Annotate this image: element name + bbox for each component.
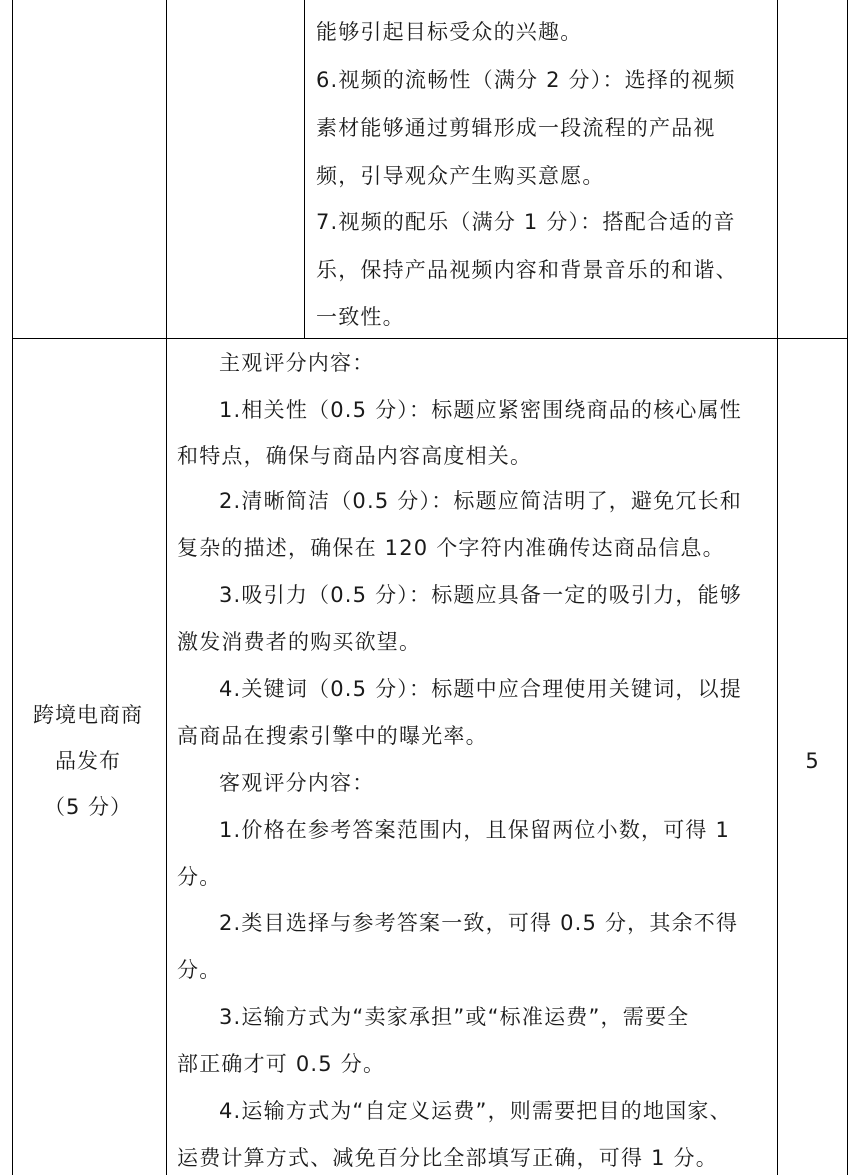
row-divider bbox=[12, 338, 848, 339]
table-border-left bbox=[12, 0, 13, 1175]
criteria-line: 运费计算方式、减免百分比全部填写正确，可得 1 分。 bbox=[177, 1146, 718, 1170]
category-cell bbox=[18, 700, 158, 830]
category-label-line: 品发布 bbox=[55, 749, 121, 773]
criteria-line: 部正确才可 0.5 分。 bbox=[177, 1052, 386, 1076]
criteria-line: 3.运输方式为“卖家承担”或“标准运费”，需要全 bbox=[219, 1005, 690, 1029]
criteria-line: 高商品在搜索引擎中的曝光率。 bbox=[177, 724, 488, 748]
criteria-line: 4.运输方式为“自定义运费”，则需要把目的地国家、 bbox=[219, 1099, 732, 1123]
table-border-col3 bbox=[777, 0, 778, 1175]
criteria-line: 一致性。 bbox=[316, 305, 405, 329]
criteria-line: 分。 bbox=[177, 865, 222, 889]
category-points: （5 分） bbox=[43, 795, 133, 819]
criteria-line: 素材能够通过剪辑形成一段流程的产品视 bbox=[316, 116, 716, 140]
criteria-line: 1.价格在参考答案范围内，且保留两位小数，可得 1 bbox=[219, 818, 731, 842]
objective-heading: 客观评分内容： bbox=[219, 771, 375, 795]
score-value: 5 bbox=[805, 749, 819, 773]
table-border-right bbox=[847, 0, 848, 1175]
subjective-heading: 主观评分内容： bbox=[219, 351, 375, 375]
criteria-line: 4.关键词（0.5 分）：标题中应合理使用关键词，以提 bbox=[219, 677, 743, 701]
criteria-line: 激发消费者的购买欲望。 bbox=[177, 630, 422, 654]
criteria-line: 频，引导观众产生购买意愿。 bbox=[316, 164, 605, 188]
criteria-line: 7.视频的配乐（满分 1 分）：搭配合适的音 bbox=[316, 210, 736, 234]
criteria-line: 能够引起目标受众的兴趣。 bbox=[316, 20, 583, 44]
table-border-col2-upper bbox=[304, 0, 305, 338]
criteria-line: 6.视频的流畅性（满分 2 分）：选择的视频 bbox=[316, 68, 736, 92]
criteria-line: 1.相关性（0.5 分）：标题应紧密围绕商品的核心属性 bbox=[219, 398, 743, 422]
category-label-line: 跨境电商商 bbox=[33, 703, 143, 727]
criteria-line: 3.吸引力（0.5 分）：标题应具备一定的吸引力，能够 bbox=[219, 583, 743, 607]
criteria-line: 复杂的描述，确保在 120 个字符内准确传达商品信息。 bbox=[177, 536, 725, 560]
criteria-line: 乐，保持产品视频内容和背景音乐的和谐、 bbox=[316, 258, 738, 282]
criteria-line: 和特点，确保与商品内容高度相关。 bbox=[177, 444, 533, 468]
criteria-line: 2.类目选择与参考答案一致，可得 0.5 分，其余不得 bbox=[219, 911, 739, 935]
table-border-col1 bbox=[166, 0, 167, 1175]
criteria-line: 2.清晰简洁（0.5 分）：标题应简洁明了，避免冗长和 bbox=[219, 489, 743, 513]
criteria-line: 分。 bbox=[177, 958, 222, 982]
